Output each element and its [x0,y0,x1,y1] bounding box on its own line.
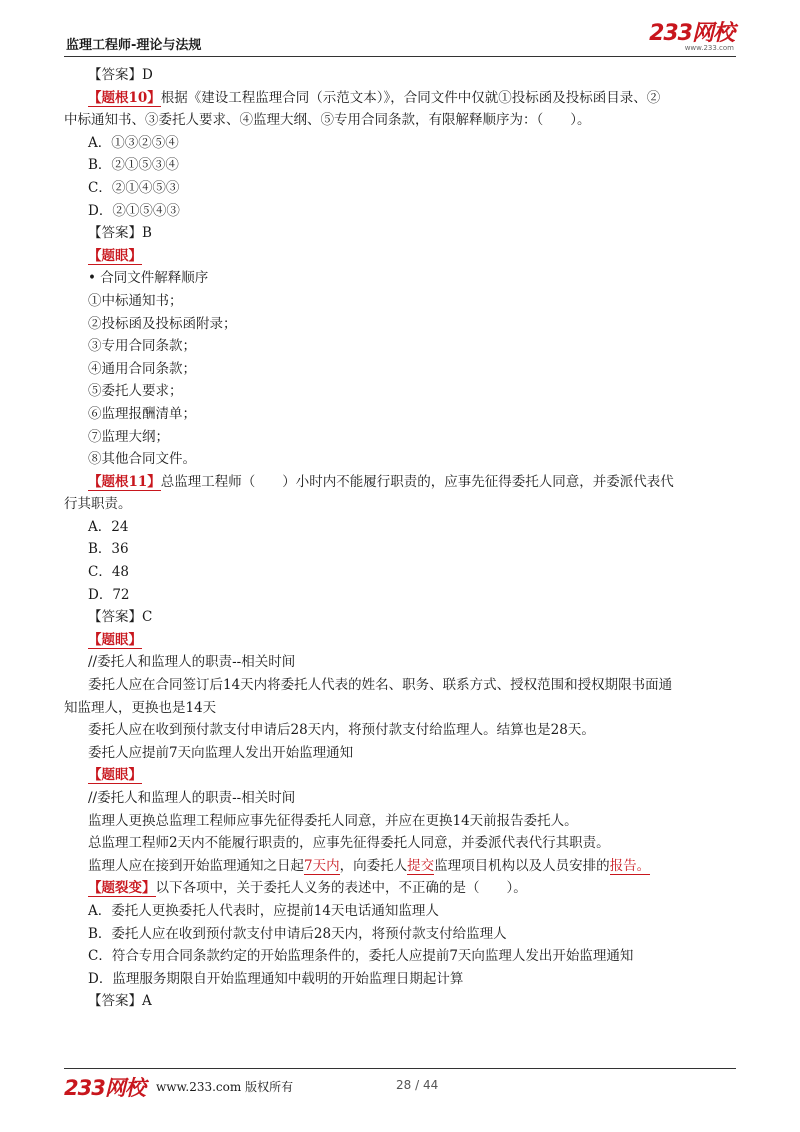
text-line [64,923,736,946]
highlighted-text: 提交 [407,857,435,874]
text-run: ④通用合同条款； [88,360,196,377]
text-line [64,493,736,516]
text-line [64,877,736,900]
text-line [64,516,736,539]
text-run: ⑥监理报酬清单； [88,405,196,422]
text-run: 监理项目机构以及人员安排的 [434,857,610,874]
text-line [64,674,736,697]
text-line [64,810,736,833]
text-line [64,245,736,268]
text-line [64,990,736,1013]
text-run: • 合同文件解释顺序 [88,270,209,287]
text-run: ①中标通知书； [88,292,183,309]
footer-copyright: www.233.com 版权所有 [156,1080,294,1094]
text-line [64,629,736,652]
text-line [64,697,736,720]
text-line [64,154,736,177]
text-line [64,267,736,290]
text-run: 【答案】C [88,609,153,626]
document-body [64,64,736,1013]
text-line [64,380,736,403]
text-run: 【答案】D [88,67,153,83]
text-run: D．72 [88,586,130,603]
text-run: ③专用合同条款； [88,338,196,355]
question-tag: 【题裂变】 [88,880,156,897]
text-line [64,900,736,923]
text-line [64,200,736,223]
footer-logo[interactable]: 233网校 [64,1076,145,1100]
text-run: 监理人应在接到开始监理通知之日起 [88,857,304,874]
text-run: A．委托人更换委托人代表时，应提前14天电话通知监理人 [88,902,439,919]
header-divider [64,56,736,57]
text-line [64,87,736,110]
text-run: 委托人应在合同签订后14天内将委托人代表的姓名、职务、联系方式、授权范围和授权期限书面通 [88,677,673,694]
text-run: 委托人应提前7天向监理人发出开始监理通知 [88,744,354,761]
text-run: 知监理人，更换也是14天 [64,699,217,716]
text-run: C．②①④⑤③ [88,179,180,196]
text-run: //委托人和监理人的职责--相关时间 [88,790,296,806]
question-tag: 【题根11】 [88,473,161,490]
text-line [64,177,736,200]
text-run: C．48 [88,564,130,581]
brand-logo-url: www.233.com [684,44,734,52]
text-run: A．24 [88,518,129,535]
footer-divider [64,1068,736,1069]
text-run: C．符合专用合同条款约定的开始监理条件的，委托人应提前7天向监理人发出开始监理通知 [88,948,634,965]
text-line [64,64,736,87]
text-run: 委托人应在收到预付款支付申请后28天内，将预付款支付给监理人。结算也是28天。 [88,722,595,739]
page-number: 28 / 44 [396,1078,439,1092]
text-run: 中标通知书、③委托人要求、④监理大纲、⑤专用合同条款，有限解释顺序为：（ ）。 [64,112,591,129]
question-tag: 【题眼】 [88,767,142,784]
text-run: 行其职责。 [64,496,132,513]
text-line [64,945,736,968]
brand-logo-text: 233网校 [649,21,734,46]
text-line [64,426,736,449]
text-run: //委托人和监理人的职责--相关时间 [88,654,296,671]
text-run: ⑧其他合同文件。 [88,451,196,468]
text-line [64,764,736,787]
text-run: B．②①⑤③④ [88,157,179,174]
text-line [64,584,736,607]
text-line [64,471,736,494]
text-line [64,561,736,584]
text-run: B．36 [88,541,129,558]
text-line [64,651,736,674]
text-run: ⑤委托人要求； [88,383,183,400]
text-line [64,403,736,426]
text-line [64,358,736,381]
text-line [64,719,736,742]
page-footer [64,1072,736,1102]
text-run: 总监理工程师2天内不能履行职责的，应事先征得委托人同意，并委派代表代行其职责。 [88,835,610,852]
highlighted-text: 7天内 [304,857,340,874]
text-line [64,448,736,471]
text-line [64,968,736,991]
text-run: D．②①⑤④③ [88,202,180,219]
text-run: D．监理服务期限自开始监理通知中载明的开始监理日期起计算 [88,970,464,987]
text-line [64,290,736,313]
text-line [64,787,736,810]
document-title: 监理工程师-理论与法规 [66,38,202,53]
text-run: A．①③②⑤④ [88,134,179,151]
text-line [64,132,736,155]
text-line [64,313,736,336]
text-run: ，向委托人 [339,857,408,874]
text-line [64,335,736,358]
text-line [64,109,736,132]
text-run: ⑦监理大纲； [88,428,169,445]
text-run: 总监理工程师（ ）小时内不能履行职责的，应事先征得委托人同意，并委派代表代 [160,473,674,490]
question-tag: 【题眼】 [88,247,142,264]
text-run: 监理人更换总监理工程师应事先征得委托人同意，并应在更换14天前报告委托人。 [88,812,578,829]
text-run: ②投标函及投标函附录； [88,315,237,332]
question-tag: 【题眼】 [88,631,142,648]
text-run: 根据《建设工程监理合同（示范文本）》，合同文件中仅就①投标函及投标函目录、② [160,89,661,106]
text-line [64,742,736,765]
text-run: 【答案】A [88,993,152,1010]
text-run: 【答案】B [88,225,152,242]
text-run: B．委托人应在收到预付款支付申请后28天内，将预付款支付给监理人 [88,925,507,942]
text-line [64,606,736,629]
text-line [64,538,736,561]
page-header [64,21,736,56]
highlighted-text: 报告。 [609,857,651,874]
brand-logo[interactable] [649,22,734,52]
text-line [64,222,736,245]
question-tag: 【题根10】 [88,89,161,106]
text-line [64,832,736,855]
text-run: 以下各项中，关于委托人义务的表述中，不正确的是（ ）。 [155,880,527,897]
text-line [64,855,736,878]
